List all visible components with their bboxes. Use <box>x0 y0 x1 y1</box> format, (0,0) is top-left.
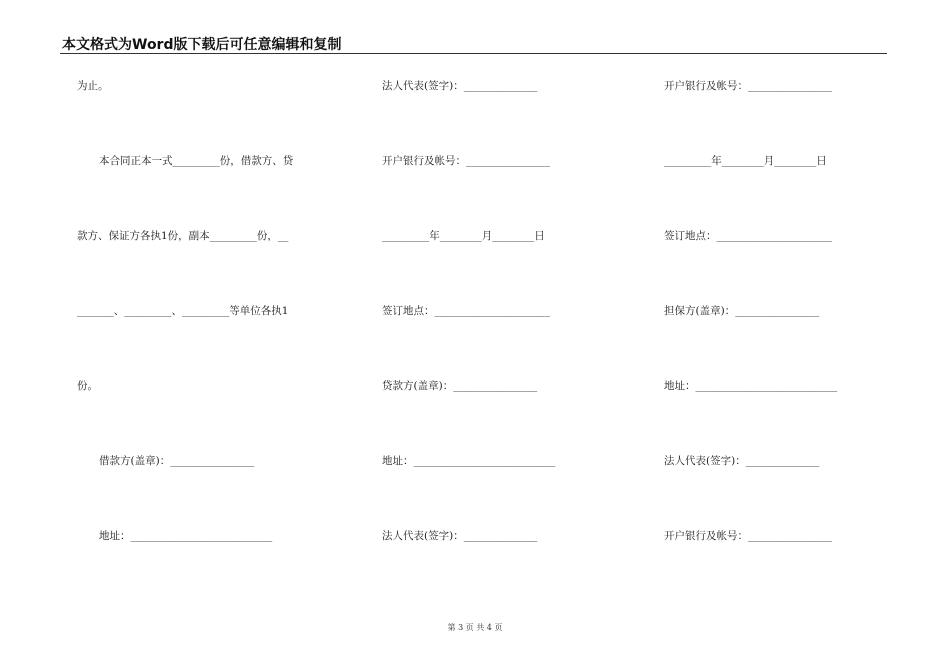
lender-address-line: 地址：___________________________ <box>382 455 556 467</box>
borrower-address-line: 地址：___________________________ <box>99 530 273 542</box>
signing-place-line: 签订地点：______________________ <box>664 230 832 242</box>
text-line: _______、_________、_________等单位各执1 <box>77 305 289 317</box>
bank-account-line: 开户银行及帐号：________________ <box>664 530 832 542</box>
guarantor-address-line: 地址：___________________________ <box>664 380 838 392</box>
signing-place-line: 签订地点：______________________ <box>382 305 550 317</box>
bank-account-line: 开户银行及帐号：________________ <box>664 80 832 92</box>
legal-rep-line: 法人代表(签字)：______________ <box>664 455 820 467</box>
legal-rep-line: 法人代表(签字)：______________ <box>382 80 538 92</box>
text-line: 为止。 <box>77 80 109 92</box>
borrower-seal-line: 借款方(盖章)：________________ <box>99 455 255 467</box>
lender-seal-line: 贷款方(盖章)：________________ <box>382 380 538 392</box>
date-line: _________年________月________日 <box>664 155 827 167</box>
document-header-title: 本文格式为Word版下载后可任意编辑和复制 <box>62 37 342 53</box>
legal-rep-line: 法人代表(签字)：______________ <box>382 530 538 542</box>
page-number-footer: 第 3 页 共 4 页 <box>447 623 503 632</box>
text-line: 份。 <box>77 380 98 392</box>
bank-account-line: 开户银行及帐号：________________ <box>382 155 550 167</box>
text-line: 款方、保证方各执1份，副本_________份，__ <box>77 230 289 242</box>
text-line: 本合同正本一式_________份，借款方、贷 <box>99 155 294 167</box>
header-divider <box>60 53 887 54</box>
guarantor-seal-line: 担保方(盖章)：________________ <box>664 305 820 317</box>
date-line: _________年________月________日 <box>382 230 545 242</box>
